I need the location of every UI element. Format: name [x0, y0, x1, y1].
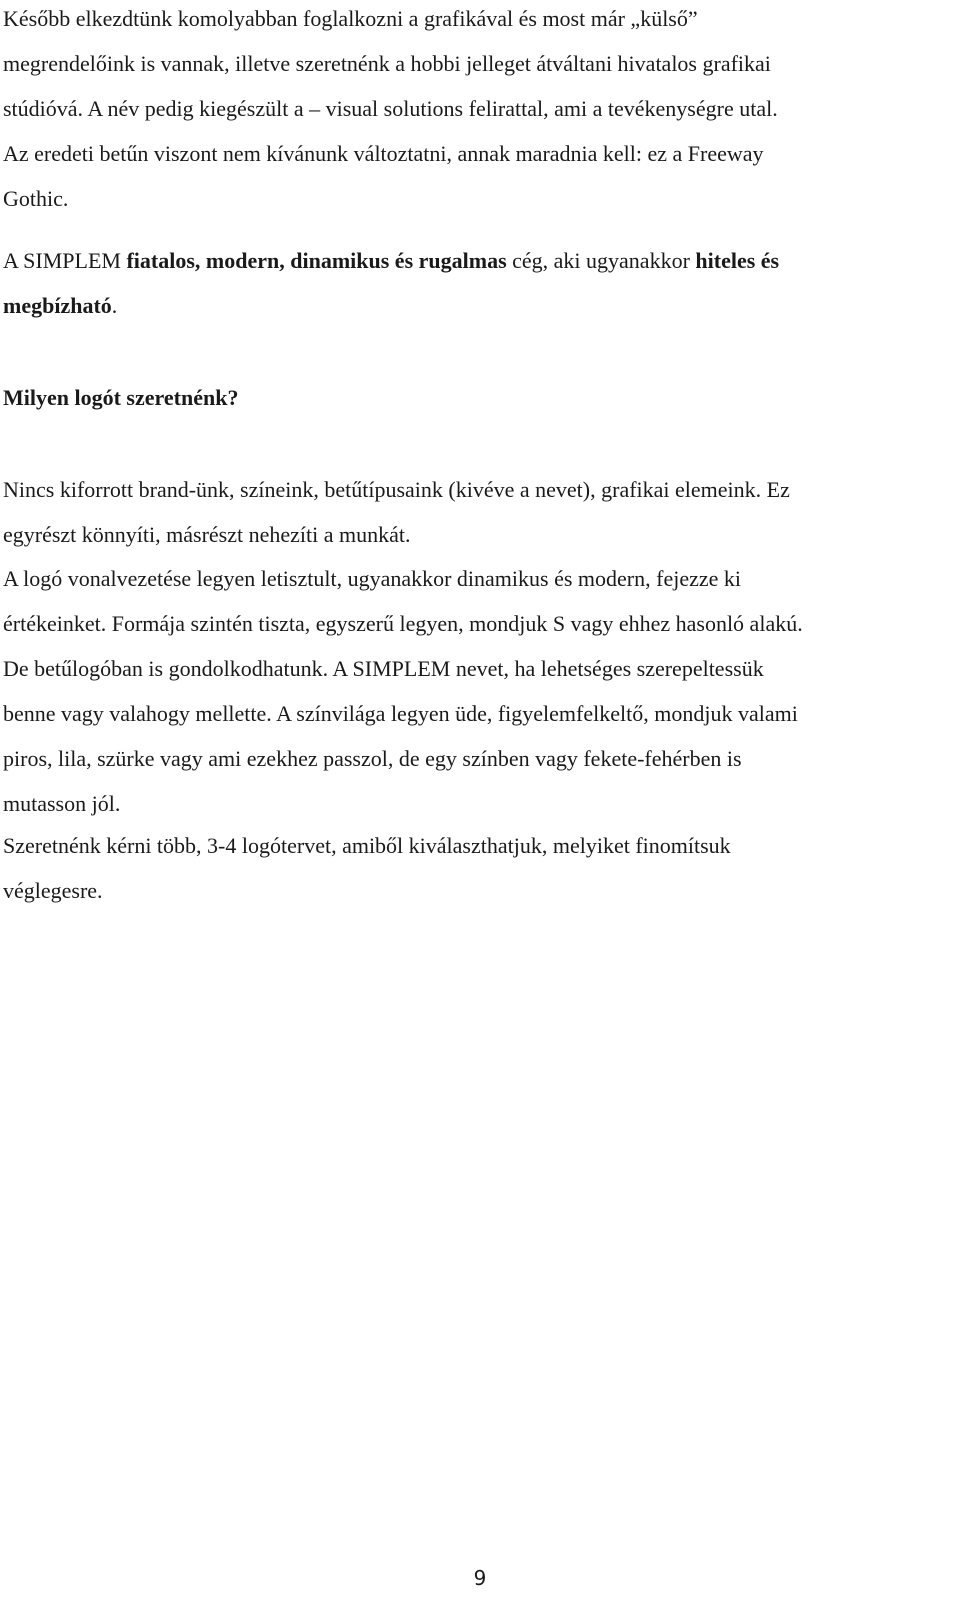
section-heading: Milyen logót szeretnénk?	[3, 385, 239, 410]
paragraph-line	[3, 238, 953, 283]
paragraph-line: benne vagy valahogy mellette. A színvilága legyen üde, figyelemfelkeltő, mondjuk valami	[3, 701, 798, 726]
text-run: A SIMPLEM	[3, 248, 127, 273]
paragraph-studio-history	[3, 0, 953, 221]
text-run: cég, aki ugyanakkor	[506, 248, 696, 273]
paragraph-no-brand	[3, 467, 953, 557]
paragraph-line	[3, 283, 953, 328]
paragraph-line: véglegesre.	[3, 878, 103, 903]
paragraph-line: Az eredeti betűn viszont nem kívánunk változtatni, annak maradnia kell: ez a Freeway	[3, 141, 764, 166]
paragraph-line: Szeretnénk kérni több, 3-4 logótervet, amiből kiválaszthatjuk, melyiket finomítsuk	[3, 833, 731, 858]
paragraph-line: A logó vonalvezetése legyen letisztult, ugyanakkor dinamikus és modern, fejezze ki	[3, 566, 741, 591]
bold-text-run: hiteles és	[695, 248, 780, 273]
paragraph-logo-request	[3, 823, 953, 913]
paragraph-line: Nincs kiforrott brand-ünk, színeink, betűtípusaink (kivéve a nevet), grafikai elemeink. Ez	[3, 477, 790, 502]
text-run: .	[111, 293, 118, 318]
paragraph-line: értékeinket. Formája szintén tiszta, egyszerű legyen, mondjuk S vagy ehhez hasonló alakú.	[3, 611, 803, 636]
paragraph-line: De betűlogóban is gondolkodhatunk. A SIMPLEM nevet, ha lehetséges szerepeltessük	[3, 656, 764, 681]
paragraph-logo-requirements	[3, 556, 953, 826]
paragraph-line: Később elkezdtünk komolyabban foglalkozni a grafikával és most már „külső”	[3, 6, 698, 31]
page-number: 9	[473, 1566, 487, 1590]
bold-text-run: fiatalos, modern, dinamikus és rugalmas	[126, 248, 507, 273]
paragraph-line: mutasson jól.	[3, 791, 121, 816]
paragraph-line: Gothic.	[3, 186, 69, 211]
paragraph-line: egyrészt könnyíti, másrészt nehezíti a munkát.	[3, 522, 411, 547]
paragraph-company-values	[3, 238, 953, 328]
paragraph-line: piros, lila, szürke vagy ami ezekhez passzol, de egy színben vagy fekete-fehérben is	[3, 746, 742, 771]
paragraph-line: megrendelőink is vannak, illetve szeretnénk a hobbi jelleget átváltani hivatalos grafikai	[3, 51, 771, 76]
paragraph-line: stúdióvá. A név pedig kiegészült a – visual solutions felirattal, ami a tevékenységre utal.	[3, 96, 778, 121]
bold-text-run: megbízható	[3, 293, 112, 318]
